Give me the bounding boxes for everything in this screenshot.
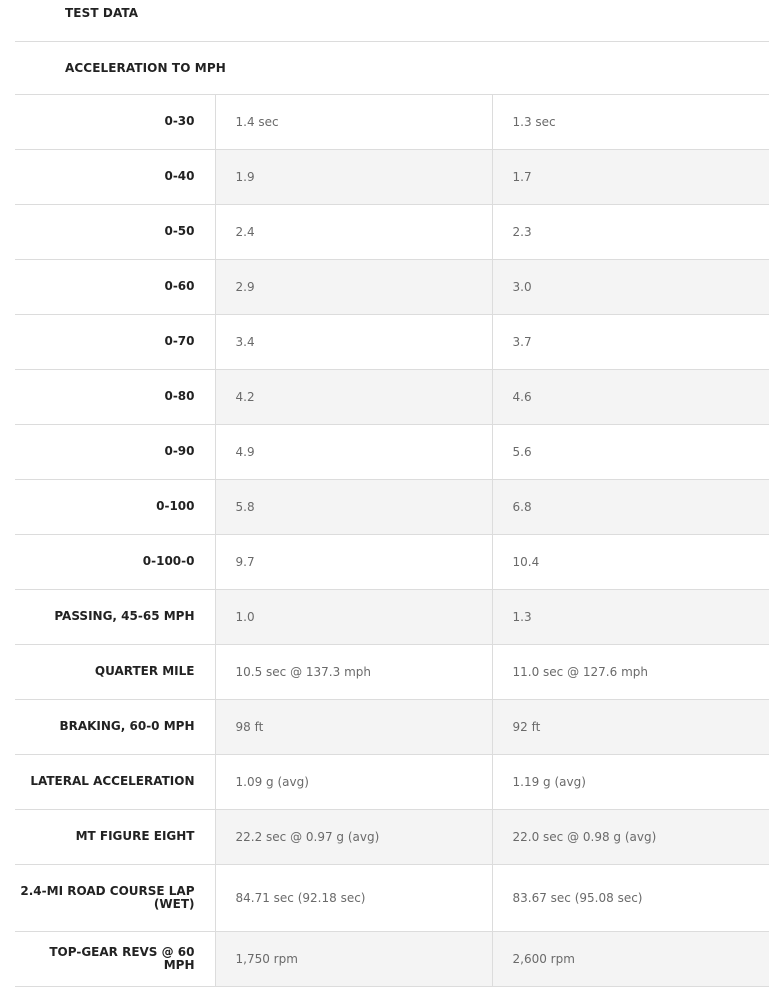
value-car-a: 5.8 — [215, 479, 492, 534]
table-row — [15, 644, 769, 699]
row-label: 0-90 — [15, 424, 215, 479]
row-label: PASSING, 45-65 MPH — [15, 589, 215, 644]
section-title: TEST DATA — [15, 0, 769, 41]
table-row — [15, 424, 769, 479]
table-row — [15, 204, 769, 259]
table-row — [15, 314, 769, 369]
table-row — [15, 259, 769, 314]
value-car-b: 5.6 — [492, 424, 769, 479]
table-row — [15, 479, 769, 534]
row-label: 0-30 — [15, 94, 215, 149]
value-car-a: 1.4 sec — [215, 94, 492, 149]
row-label: 0-70 — [15, 314, 215, 369]
value-car-a: 2.4 — [215, 204, 492, 259]
value-car-a: 1.09 g (avg) — [215, 754, 492, 809]
value-car-a: 98 ft — [215, 699, 492, 754]
table-row — [15, 369, 769, 424]
value-car-a: 4.2 — [215, 369, 492, 424]
value-car-b: 2,600 rpm — [492, 931, 769, 986]
value-car-b: 1.7 — [492, 149, 769, 204]
value-car-b: 83.67 sec (95.08 sec) — [492, 864, 769, 931]
value-car-a: 9.7 — [215, 534, 492, 589]
row-label: 0-100 — [15, 479, 215, 534]
value-car-b: 1.3 — [492, 589, 769, 644]
value-car-a: 10.5 sec @ 137.3 mph — [215, 644, 492, 699]
value-car-b: 1.19 g (avg) — [492, 754, 769, 809]
row-label: TOP-GEAR REVS @ 60 MPH — [15, 931, 215, 986]
table-row — [15, 754, 769, 809]
table-row — [15, 864, 769, 931]
value-car-b: 10.4 — [492, 534, 769, 589]
value-car-b: 11.0 sec @ 127.6 mph — [492, 644, 769, 699]
value-car-a: 84.71 sec (92.18 sec) — [215, 864, 492, 931]
table-row — [15, 589, 769, 644]
row-label: QUARTER MILE — [15, 644, 215, 699]
value-car-b: 4.6 — [492, 369, 769, 424]
value-car-a: 4.9 — [215, 424, 492, 479]
table-row — [15, 534, 769, 589]
table-row — [15, 699, 769, 754]
value-car-a: 1,750 rpm — [215, 931, 492, 986]
row-label: 0-80 — [15, 369, 215, 424]
row-label: 0-50 — [15, 204, 215, 259]
value-car-a: 3.4 — [215, 314, 492, 369]
row-label: BRAKING, 60-0 MPH — [15, 699, 215, 754]
row-label: 0-60 — [15, 259, 215, 314]
value-car-b: 92 ft — [492, 699, 769, 754]
row-label: 0-100-0 — [15, 534, 215, 589]
row-label: LATERAL ACCELERATION — [15, 754, 215, 809]
test-data-table — [15, 0, 769, 987]
value-car-b: 3.7 — [492, 314, 769, 369]
value-car-b: 2.3 — [492, 204, 769, 259]
value-car-a: 1.9 — [215, 149, 492, 204]
section-header-acceleration — [15, 41, 769, 94]
value-car-b: 22.0 sec @ 0.98 g (avg) — [492, 809, 769, 864]
row-label: MT FIGURE EIGHT — [15, 809, 215, 864]
row-label: 2.4-MI ROAD COURSE LAP (WET) — [15, 864, 215, 931]
value-car-b: 6.8 — [492, 479, 769, 534]
value-car-b: 1.3 sec — [492, 94, 769, 149]
value-car-b: 3.0 — [492, 259, 769, 314]
section-title: ACCELERATION TO MPH — [15, 41, 769, 94]
table-row — [15, 809, 769, 864]
value-car-a: 22.2 sec @ 0.97 g (avg) — [215, 809, 492, 864]
section-header-test-data — [15, 0, 769, 41]
table-row — [15, 94, 769, 149]
table-row — [15, 149, 769, 204]
row-label: 0-40 — [15, 149, 215, 204]
value-car-a: 2.9 — [215, 259, 492, 314]
value-car-a: 1.0 — [215, 589, 492, 644]
